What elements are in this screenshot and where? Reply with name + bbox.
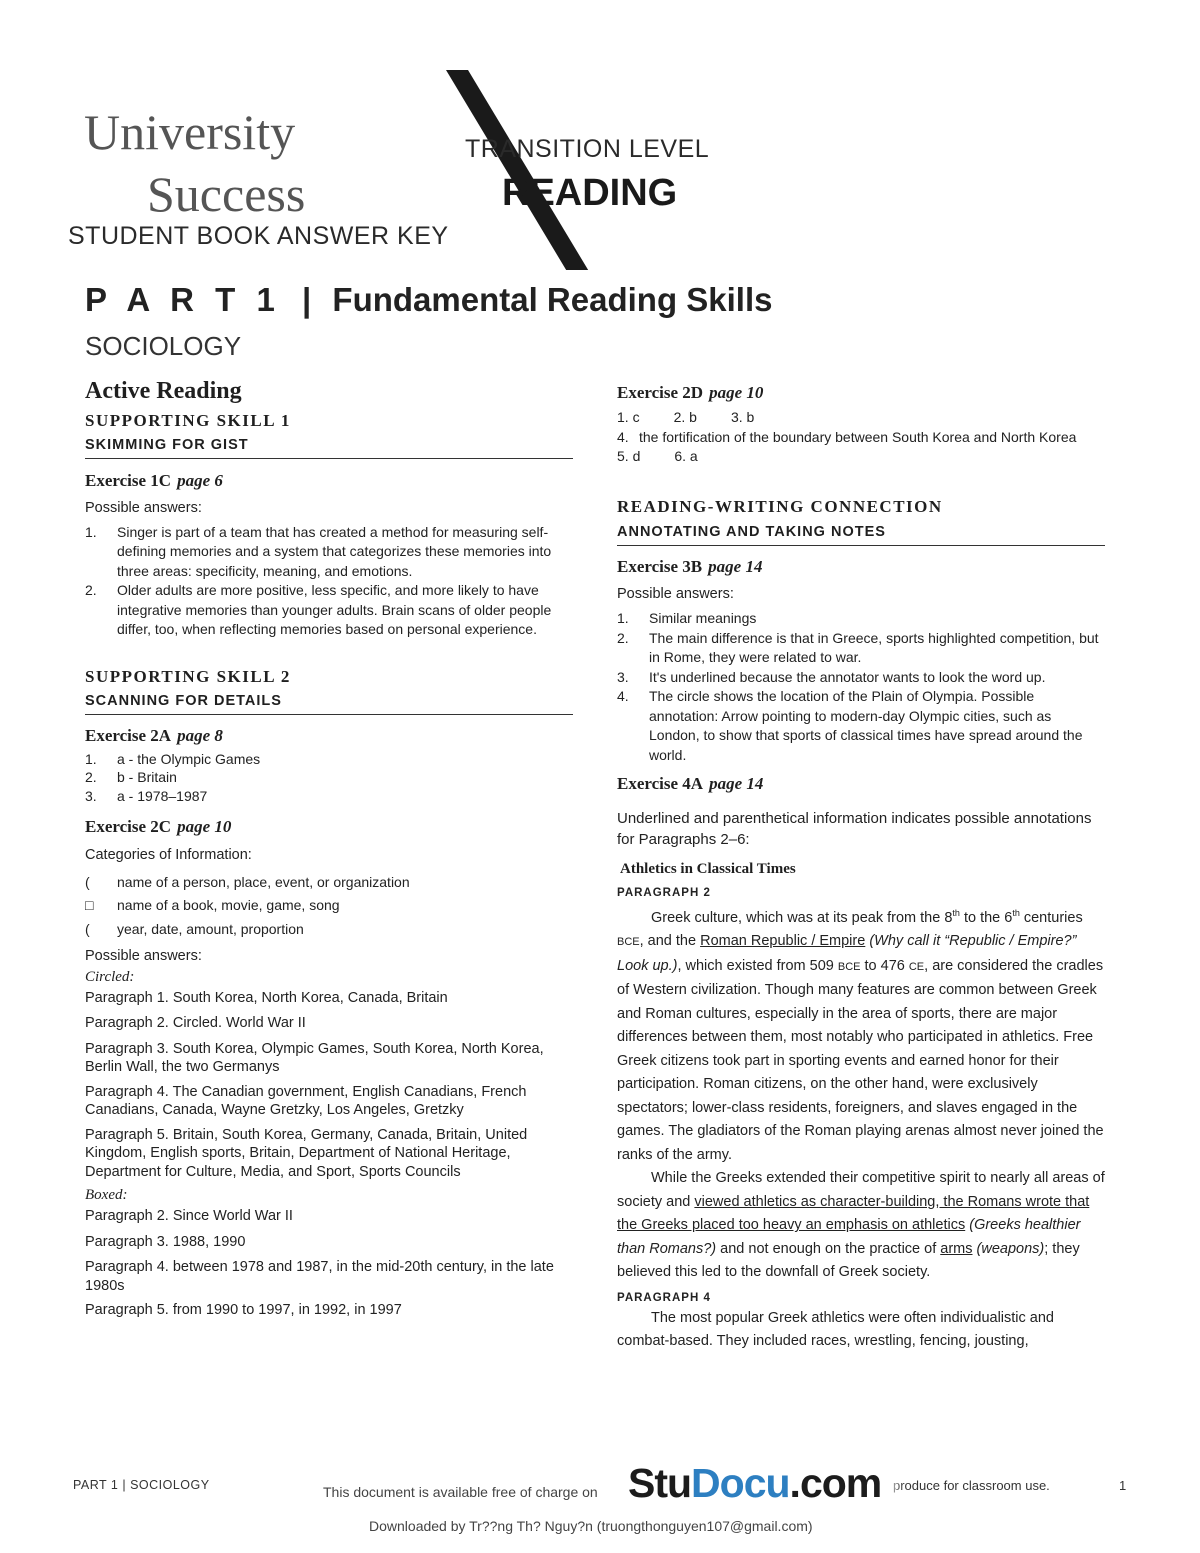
paragraph-3-text (617, 1167, 1105, 1285)
answer-key-title: STUDENT BOOK ANSWER KEY (68, 222, 449, 250)
exercise-4a-intro: Underlined and parenthetical information indicates possible annotations for Paragraphs 2–6: (617, 810, 1092, 848)
logo-part: Docu (691, 1460, 790, 1506)
studocu-banner (318, 1460, 888, 1520)
item-number: 3. (617, 668, 629, 685)
exercise-name: Exercise 2C (85, 817, 172, 836)
list-item (85, 787, 573, 806)
text-run: , and the (639, 933, 701, 950)
exercise-name: Exercise 2D (617, 383, 704, 402)
list-item (617, 668, 1105, 688)
answer: 2. b (673, 409, 697, 425)
exercise-3b-heading (617, 557, 1105, 577)
list-item (617, 609, 1105, 629)
exercise-intro: Possible answers: (617, 585, 734, 602)
item-number: 4. (617, 688, 629, 704)
era-label: BCE (837, 960, 861, 973)
answer-line: Paragraph 2. Since World War II (85, 1208, 293, 1224)
paragraph-4-text: The most popular Greek athletics were often individualistic and combat-based. They included races, wrestling, fencing, jousting, (617, 1309, 1054, 1350)
part-divider: | (302, 281, 312, 318)
paragraph-2-label: PARAGRAPH 2 (617, 887, 711, 899)
paragraph-2-text (617, 902, 1105, 1167)
underlined-annotation: arms (940, 1240, 973, 1257)
list-item (617, 428, 1105, 448)
item-text: Older adults are more positive, less specific, and more likely to have integrative memories than younger adults. Brain scans of older people differ, too, when reflecting memories based on personal experience. (117, 582, 552, 637)
text-run: , are considered the cradles of Western civilization. Though many features are common between Greek and Roman cultures, especially in the area of sports, there are major differences between them, most notably who participated in athletics. Free Greek citizens took part in sporting events and earned honor for their participation. Roman citizens, on the other hand, were exclusively spectators; lower-class residents, foreigners, and slaves engaged in the games. The gladiators of the Roman playing arenas almost never joined the ranks of the army. (617, 957, 1104, 1163)
exercise-name: Exercise 3B (617, 556, 703, 576)
item-text: Singer is part of a team that has created a method for measuring self-defining memories and a system that categorizes these memories into three areas: specificity, meaning, and emotions. (117, 523, 552, 579)
item-text: b - Britain (117, 769, 177, 785)
item-number: 2. (85, 769, 97, 785)
circled-answers (85, 989, 573, 1182)
possible-answers-label: Possible answers: (85, 948, 202, 964)
exercise-2a-heading (85, 726, 573, 746)
text-run: to the 6 (959, 909, 1013, 926)
list-item (617, 629, 1105, 668)
item-text: a - 1978–1987 (117, 787, 208, 804)
logo-part: .com (789, 1460, 882, 1506)
exercise-page: page 10 (177, 817, 232, 836)
article-title: Athletics in Classical Times (620, 861, 796, 877)
logo-success: Success (147, 166, 306, 222)
part-label: P A R T 1 (85, 281, 281, 318)
answer-line: Paragraph 4. The Canadian government, English Canadians, French Canadians, Canada, Wayne Gretzky, Los Angeles, Gretzky (85, 1083, 527, 1118)
list-item (85, 768, 573, 787)
margin-note: (Why call it “Republic / Empire?” Look up.) (617, 933, 1077, 974)
superscript: th (1012, 908, 1020, 918)
list-item (85, 523, 573, 582)
text-run: Greek culture, which was at its peak from the 8 (651, 909, 953, 926)
downloaded-by-note: Downloaded by Tr??ng Th? Nguy?n (truongthonguyen107@gmail.com) (369, 1518, 813, 1534)
circled-label: Circled: (85, 968, 135, 985)
item-number: 1. (85, 523, 97, 540)
category-text: name of a book, movie, game, song (117, 897, 340, 913)
answer-line: Paragraph 5. from 1990 to 1997, in 1992, in 1997 (85, 1302, 402, 1318)
exercise-1c-heading (85, 471, 573, 491)
skill1-heading: SUPPORTING SKILL 1 (85, 411, 291, 430)
text-run: centuries (1019, 909, 1083, 926)
superscript: th (952, 908, 960, 918)
answer-line: Paragraph 3. 1988, 1990 (85, 1233, 246, 1250)
era-label: CE (908, 960, 925, 973)
underlined-annotation: viewed athletics as character-building, the Romans wrote that the Greeks placed too heavy an emphasis on athletics (617, 1193, 1090, 1234)
answer: 1. c (617, 409, 640, 425)
exercise-2d-row1 (617, 408, 1105, 428)
answer: 5. d (617, 448, 641, 464)
text-run: , which existed from 509 (677, 957, 838, 974)
exercise-2d-heading (617, 383, 1105, 403)
exercise-page: page 14 (709, 774, 764, 793)
category-text: name of a person, place, event, or organization (117, 873, 410, 890)
item-number: 2. (85, 582, 97, 598)
section-category: SOCIOLOGY (85, 331, 242, 361)
exercise-name: Exercise 4A (617, 774, 704, 793)
left-column (85, 378, 573, 1327)
paragraph-4-label: PARAGRAPH 4 (617, 1291, 711, 1304)
item-number: 4. (617, 428, 629, 445)
item-text: a - the Olympic Games (117, 750, 261, 767)
answer-line: Paragraph 1. South Korea, North Korea, Canada, Britain (85, 989, 448, 1006)
skill2-subheading: SCANNING FOR DETAILS (85, 693, 573, 715)
item-text: Similar meanings (649, 610, 757, 626)
item-number: 1. (85, 750, 97, 767)
circle-mark-icon: ( (85, 920, 90, 937)
item-text: It's underlined because the annotator wants to look the word up. (649, 668, 1046, 685)
margin-note: (weapons) (976, 1240, 1045, 1257)
category-item (85, 918, 573, 942)
part-title: Fundamental Reading Skills (332, 281, 773, 318)
active-reading-heading: Active Reading (85, 378, 242, 404)
exercise-page: page 10 (709, 383, 764, 402)
footer-page-number: 1 (1119, 1478, 1127, 1493)
exercise-page: page 14 (708, 556, 763, 576)
answer: 3. b (730, 409, 755, 425)
exercise-3b-list (617, 609, 1105, 765)
list-item (617, 687, 1105, 765)
item-number: 3. (85, 787, 97, 804)
answer-line: Paragraph 5. Britain, South Korea, Germany, Canada, Britain, United Kingdom, English sports, Britain, Department of National Heritage, Department for Culture, Media, and Sport, Sports Councils (85, 1126, 528, 1180)
skill2-heading: SUPPORTING SKILL 2 (85, 666, 291, 686)
answer-line: Paragraph 3. South Korea, Olympic Games, South Korea, North Korea, Berlin Wall, the two Germanys (85, 1040, 544, 1075)
text-run: and not enough on the practice of (716, 1240, 941, 1257)
item-text: The main difference is that in Greece, sports highlighted competition, but in Rome, they were related to war. (649, 629, 1099, 665)
item-text: The circle shows the location of the Plain of Olympia. Possible annotation: Arrow pointing to modern-day Olympic cities, such as London, to show that sports of classical times have spread around the world. (649, 688, 1083, 763)
rw-connection-subheading: ANNOTATING AND TAKING NOTES (617, 524, 1105, 546)
text-run: ; they believed this led to the downfall of Greek society. (617, 1240, 1080, 1281)
rw-connection-heading: READING-WRITING CONNECTION (617, 496, 943, 516)
categories-list (85, 871, 573, 942)
answer-line: Paragraph 4. between 1978 and 1987, in the mid-20th century, in the late 1980s (85, 1259, 554, 1294)
text-run: to 476 (860, 957, 909, 974)
exercise-4a-heading (617, 774, 1105, 794)
circle-mark-icon: ( (85, 873, 90, 890)
underlined-annotation: Roman Republic / Empire (700, 933, 866, 950)
exercise-page: page 6 (177, 471, 223, 490)
list-item (85, 581, 573, 640)
answer: 6. a (674, 448, 698, 464)
banner-text: This document is available free of charge on (323, 1484, 598, 1500)
exercise-2d-row3 (617, 447, 1105, 467)
category-item (85, 871, 573, 895)
logo-part: Stu (628, 1460, 692, 1506)
part-heading (85, 281, 773, 319)
category-item (85, 894, 573, 918)
footer-reproduce-note: produce for classroom use. (893, 1478, 1050, 1493)
boxed-label: Boxed: (85, 1187, 128, 1203)
exercise-2a-list (85, 750, 573, 806)
list-item (85, 750, 573, 769)
exercise-name: Exercise 1C (85, 471, 172, 490)
level-label: TRANSITION LEVEL (465, 135, 710, 163)
skill1-subheading: SKIMMING FOR GIST (85, 437, 573, 459)
answer-line: Paragraph 2. Circled. World War II (85, 1015, 306, 1031)
exercise-2d-list (617, 428, 1105, 448)
exercise-intro: Possible answers: (85, 500, 202, 516)
categories-intro: Categories of Information: (85, 847, 252, 863)
era-label: BCE (617, 936, 640, 949)
exercise-name: Exercise 2A (85, 725, 172, 745)
logo-university: University (84, 104, 296, 160)
studocu-logo[interactable] (628, 1460, 881, 1507)
masthead-slash (446, 70, 588, 270)
margin-note: (Greeks healthier than Romans?) (617, 1217, 1081, 1257)
item-number: 2. (617, 629, 629, 646)
exercise-page: page 8 (177, 725, 223, 745)
item-text: the fortification of the boundary between South Korea and North Korea (639, 428, 1077, 445)
footer-part-label: PART 1 | SOCIOLOGY (73, 1478, 210, 1492)
exercise-2c-heading (85, 817, 573, 837)
subject-label: READING (502, 172, 678, 214)
text-run: While the Greeks extended their competitive spirit to nearly all areas of society and (617, 1170, 1105, 1210)
item-number: 1. (617, 610, 629, 626)
box-mark-icon: □ (85, 897, 94, 913)
right-column (617, 383, 1105, 1354)
exercise-1c-list (85, 523, 573, 640)
boxed-answers (85, 1207, 573, 1321)
category-text: year, date, amount, proportion (117, 920, 304, 937)
